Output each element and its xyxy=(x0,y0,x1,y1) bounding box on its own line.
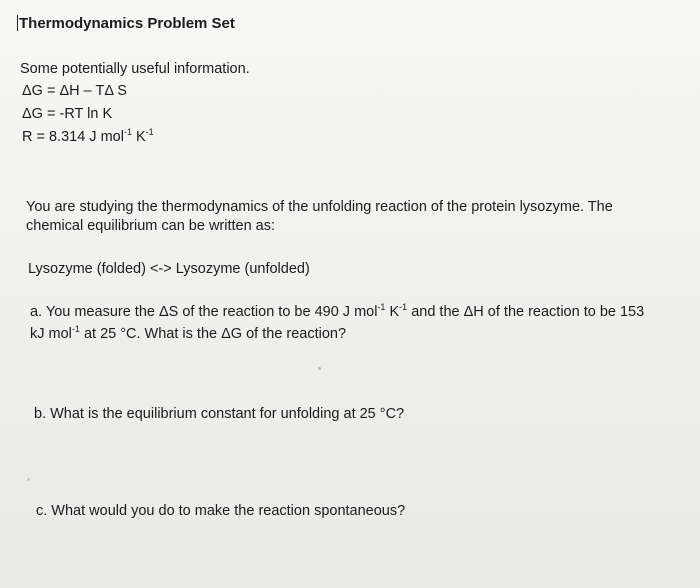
text-cursor xyxy=(17,15,18,31)
speck-mark xyxy=(27,478,30,481)
question-c: c. What would you do to make the reaction spontaneous? xyxy=(36,503,406,519)
reaction-equation: Lysozyme (folded) <-> Lysozyme (unfolded) xyxy=(28,261,310,277)
equation-gas-constant: R = 8.314 J mol$^{-1}$ $K^{-1}$ xyxy=(22,127,154,145)
page-title xyxy=(17,15,235,33)
equation-gibbs: ΔG = ΔH – TΔ S xyxy=(22,83,127,99)
info-heading: Some potentially useful information. xyxy=(20,61,250,77)
page-title-text: Thermodynamics Problem Set xyxy=(19,15,235,32)
intro-line-1: You are studying the thermodynamics of the unfolding reaction of the protein lysozyme. The xyxy=(26,199,613,215)
intro-line-2: chemical equilibrium can be written as: xyxy=(26,218,276,234)
equation-equilibrium: ΔG = -RT ln K xyxy=(22,106,113,122)
question-b: b. What is the equilibrium constant for unfolding at 25 °C? xyxy=(34,406,405,422)
speck-mark xyxy=(318,367,321,370)
question-a-line-2: kJ mol$^{-1}$ at 25 °C. What is the ΔG of the reaction? xyxy=(30,324,347,342)
question-a-line-1: a. You measure the ΔS of the reaction to be 490 J mol$^{-1}$ $K^{-1}$ and the ΔH of the reaction to be 153 xyxy=(30,302,645,320)
